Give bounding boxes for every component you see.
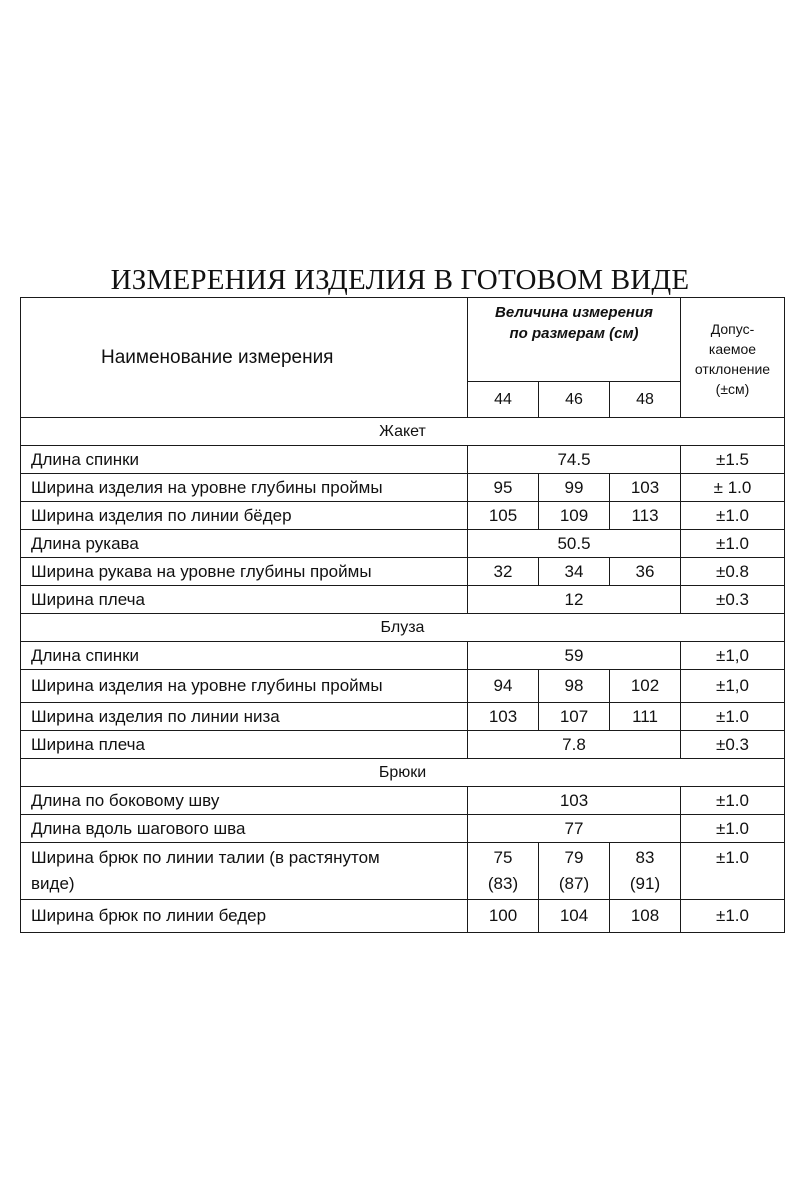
row-value-48 xyxy=(610,843,681,900)
row-value-44 xyxy=(468,843,539,900)
table-row xyxy=(21,843,785,900)
row-name: Ширина изделия на уровне глубины проймы xyxy=(21,670,468,703)
row-value-44: 103 xyxy=(468,703,539,731)
table-row xyxy=(21,787,785,815)
row-value-48: 108 xyxy=(610,900,681,933)
row-value-48: 113 xyxy=(610,502,681,530)
row-tolerance: ±1.0 xyxy=(681,530,785,558)
section-title-blouse: Блуза xyxy=(21,614,785,642)
row-value-46 xyxy=(539,843,610,900)
row-value-48-main: 83 xyxy=(635,848,655,867)
table-row xyxy=(21,815,785,843)
table-row xyxy=(21,642,785,670)
row-name-line1: Ширина брюк по линии талии (в растянутом xyxy=(31,848,380,867)
section-row xyxy=(21,418,785,446)
header-size-group-line2: по размерам (см) xyxy=(509,325,639,342)
table-row xyxy=(21,502,785,530)
row-merged-value: 7.8 xyxy=(468,731,681,759)
row-merged-value: 74.5 xyxy=(468,446,681,474)
header-size-44: 44 xyxy=(468,382,539,418)
row-value-44: 32 xyxy=(468,558,539,586)
row-name: Длина вдоль шагового шва xyxy=(21,815,468,843)
table-row xyxy=(21,558,785,586)
row-merged-value: 103 xyxy=(468,787,681,815)
row-value-44: 105 xyxy=(468,502,539,530)
row-tolerance: ±1,0 xyxy=(681,642,785,670)
row-merged-value: 50.5 xyxy=(468,530,681,558)
row-name: Ширина изделия по линии низа xyxy=(21,703,468,731)
row-value-48: 102 xyxy=(610,670,681,703)
row-tolerance: ±0.3 xyxy=(681,586,785,614)
header-tolerance-line4: (±см) xyxy=(715,380,750,397)
table-row xyxy=(21,586,785,614)
row-tolerance: ±1.5 xyxy=(681,446,785,474)
row-value-44-stretched: (83) xyxy=(487,874,519,893)
section-row xyxy=(21,614,785,642)
row-name: Длина спинки xyxy=(21,642,468,670)
row-value-44-main: 75 xyxy=(493,848,513,867)
page-title: ИЗМЕРЕНИЯ ИЗДЕЛИЯ В ГОТОВОМ ВИДЕ xyxy=(110,264,690,296)
table-row xyxy=(21,446,785,474)
row-value-48: 111 xyxy=(610,703,681,731)
row-tolerance: ±1.0 xyxy=(681,502,785,530)
header-tolerance-line1: Допус- xyxy=(710,320,755,337)
row-name: Длина рукава xyxy=(21,530,468,558)
row-tolerance: ±1.0 xyxy=(681,787,785,815)
header-tolerance-line3: отклонение xyxy=(694,360,771,377)
header-size-group xyxy=(468,298,681,382)
row-tolerance: ±1,0 xyxy=(681,670,785,703)
row-tolerance: ±1.0 xyxy=(681,815,785,843)
row-value-46: 109 xyxy=(539,502,610,530)
row-name: Ширина рукава на уровне глубины проймы xyxy=(21,558,468,586)
table-row xyxy=(21,670,785,703)
row-name: Ширина изделия по линии бёдер xyxy=(21,502,468,530)
row-value-46-stretched: (87) xyxy=(558,874,590,893)
header-tolerance-line2: каемое xyxy=(708,340,757,357)
row-tolerance: ± 1.0 xyxy=(681,474,785,502)
measurements-table xyxy=(20,297,785,933)
row-name: Длина спинки xyxy=(21,446,468,474)
row-name: Ширина брюк по линии бедер xyxy=(21,900,468,933)
row-merged-value: 12 xyxy=(468,586,681,614)
row-merged-value: 77 xyxy=(468,815,681,843)
row-value-48: 36 xyxy=(610,558,681,586)
row-name: Ширина плеча xyxy=(21,731,468,759)
row-value-48-stretched: (91) xyxy=(629,874,661,893)
row-value-46: 104 xyxy=(539,900,610,933)
header-tolerance xyxy=(681,298,785,418)
row-value-44: 100 xyxy=(468,900,539,933)
section-title-trousers: Брюки xyxy=(21,759,785,787)
row-value-46: 99 xyxy=(539,474,610,502)
table-header-row xyxy=(21,298,785,382)
row-merged-value: 59 xyxy=(468,642,681,670)
row-tolerance: ±0.3 xyxy=(681,731,785,759)
table-row xyxy=(21,731,785,759)
header-size-48: 48 xyxy=(610,382,681,418)
row-name: Длина по боковому шву xyxy=(21,787,468,815)
row-value-46-main: 79 xyxy=(564,848,584,867)
row-value-46: 34 xyxy=(539,558,610,586)
row-tolerance: ±1.0 xyxy=(681,843,785,900)
row-name: Ширина плеча xyxy=(21,586,468,614)
row-value-46: 107 xyxy=(539,703,610,731)
header-measurement-name: Наименование измерения xyxy=(21,298,468,418)
section-title-jacket: Жакет xyxy=(21,418,785,446)
row-tolerance: ±1.0 xyxy=(681,703,785,731)
header-size-46: 46 xyxy=(539,382,610,418)
table-row xyxy=(21,474,785,502)
table-row xyxy=(21,900,785,933)
row-value-46: 98 xyxy=(539,670,610,703)
row-value-44: 95 xyxy=(468,474,539,502)
row-tolerance: ±1.0 xyxy=(681,900,785,933)
table-row xyxy=(21,530,785,558)
row-value-48: 103 xyxy=(610,474,681,502)
row-name: Ширина изделия на уровне глубины проймы xyxy=(21,474,468,502)
row-value-44: 94 xyxy=(468,670,539,703)
header-size-group-line1: Величина измерения xyxy=(495,304,653,321)
section-row xyxy=(21,759,785,787)
table-row xyxy=(21,703,785,731)
row-name xyxy=(21,843,468,900)
row-name-line2: виде) xyxy=(31,874,75,893)
row-tolerance: ±0.8 xyxy=(681,558,785,586)
